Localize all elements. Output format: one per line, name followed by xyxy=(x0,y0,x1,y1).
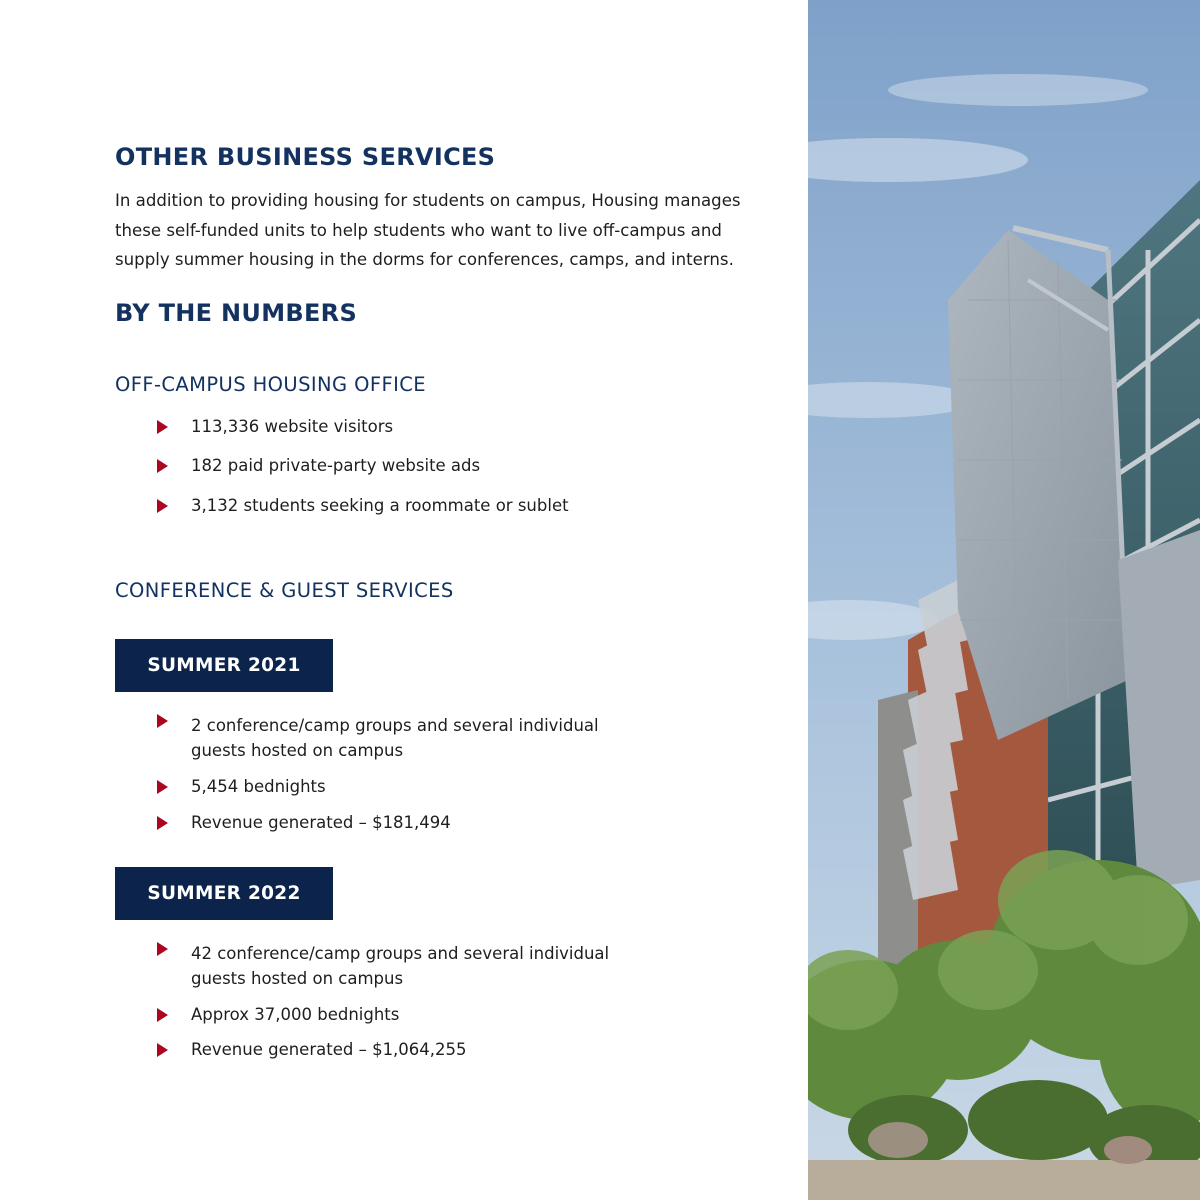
triangle-bullet-icon xyxy=(157,1008,168,1022)
triangle-bullet-icon xyxy=(157,714,168,728)
conference-heading: CONFERENCE & GUEST SERVICES xyxy=(115,579,454,602)
triangle-bullet-icon xyxy=(157,459,168,473)
other-business-heading: OTHER BUSINESS SERVICES xyxy=(115,143,496,171)
triangle-bullet-icon xyxy=(157,1043,168,1057)
triangle-bullet-icon xyxy=(157,942,168,956)
triangle-bullet-icon xyxy=(157,816,168,830)
summer-2021-label: SUMMER 2021 xyxy=(115,639,333,692)
triangle-bullet-icon xyxy=(157,780,168,794)
summer-2022-label: SUMMER 2022 xyxy=(115,867,333,920)
by-the-numbers-heading: BY THE NUMBERS xyxy=(115,299,358,327)
building-photo xyxy=(808,0,1200,1200)
content-column: OTHER BUSINESS SERVICES In addition to providing housing for students on campus, Housing manages these self-funded units to help students who want to live off-campus and supply summer housing in the dorms for conferences, camps, and interns. BY THE NUMBERS OFF-CAMPUS HOUSING OFFICE 113,336 website visitors 182 paid private-party website ads 3,132 students seeking a roommate or sublet CONFERENCE & GUEST SERVICES SUMMER 2021 2 conference/camp groups and several individual guests hosted on campus 5,454 bednights Revenue generated – $181,494 SUMMER 2022 42 conference/camp groups and several individual guests hosted on campus Approx 37,000 bednights Revenue generated – $1,064,255 xyxy=(0,0,808,1200)
off-campus-heading: OFF-CAMPUS HOUSING OFFICE xyxy=(115,373,426,396)
intro-paragraph: In addition to providing housing for students on campus, Housing manages these self-funded units to help students who want to live off-campus and supply summer housing in the dorms for conferences, camps, and interns. xyxy=(115,191,741,269)
triangle-bullet-icon xyxy=(157,499,168,513)
triangle-bullet-icon xyxy=(157,420,168,434)
